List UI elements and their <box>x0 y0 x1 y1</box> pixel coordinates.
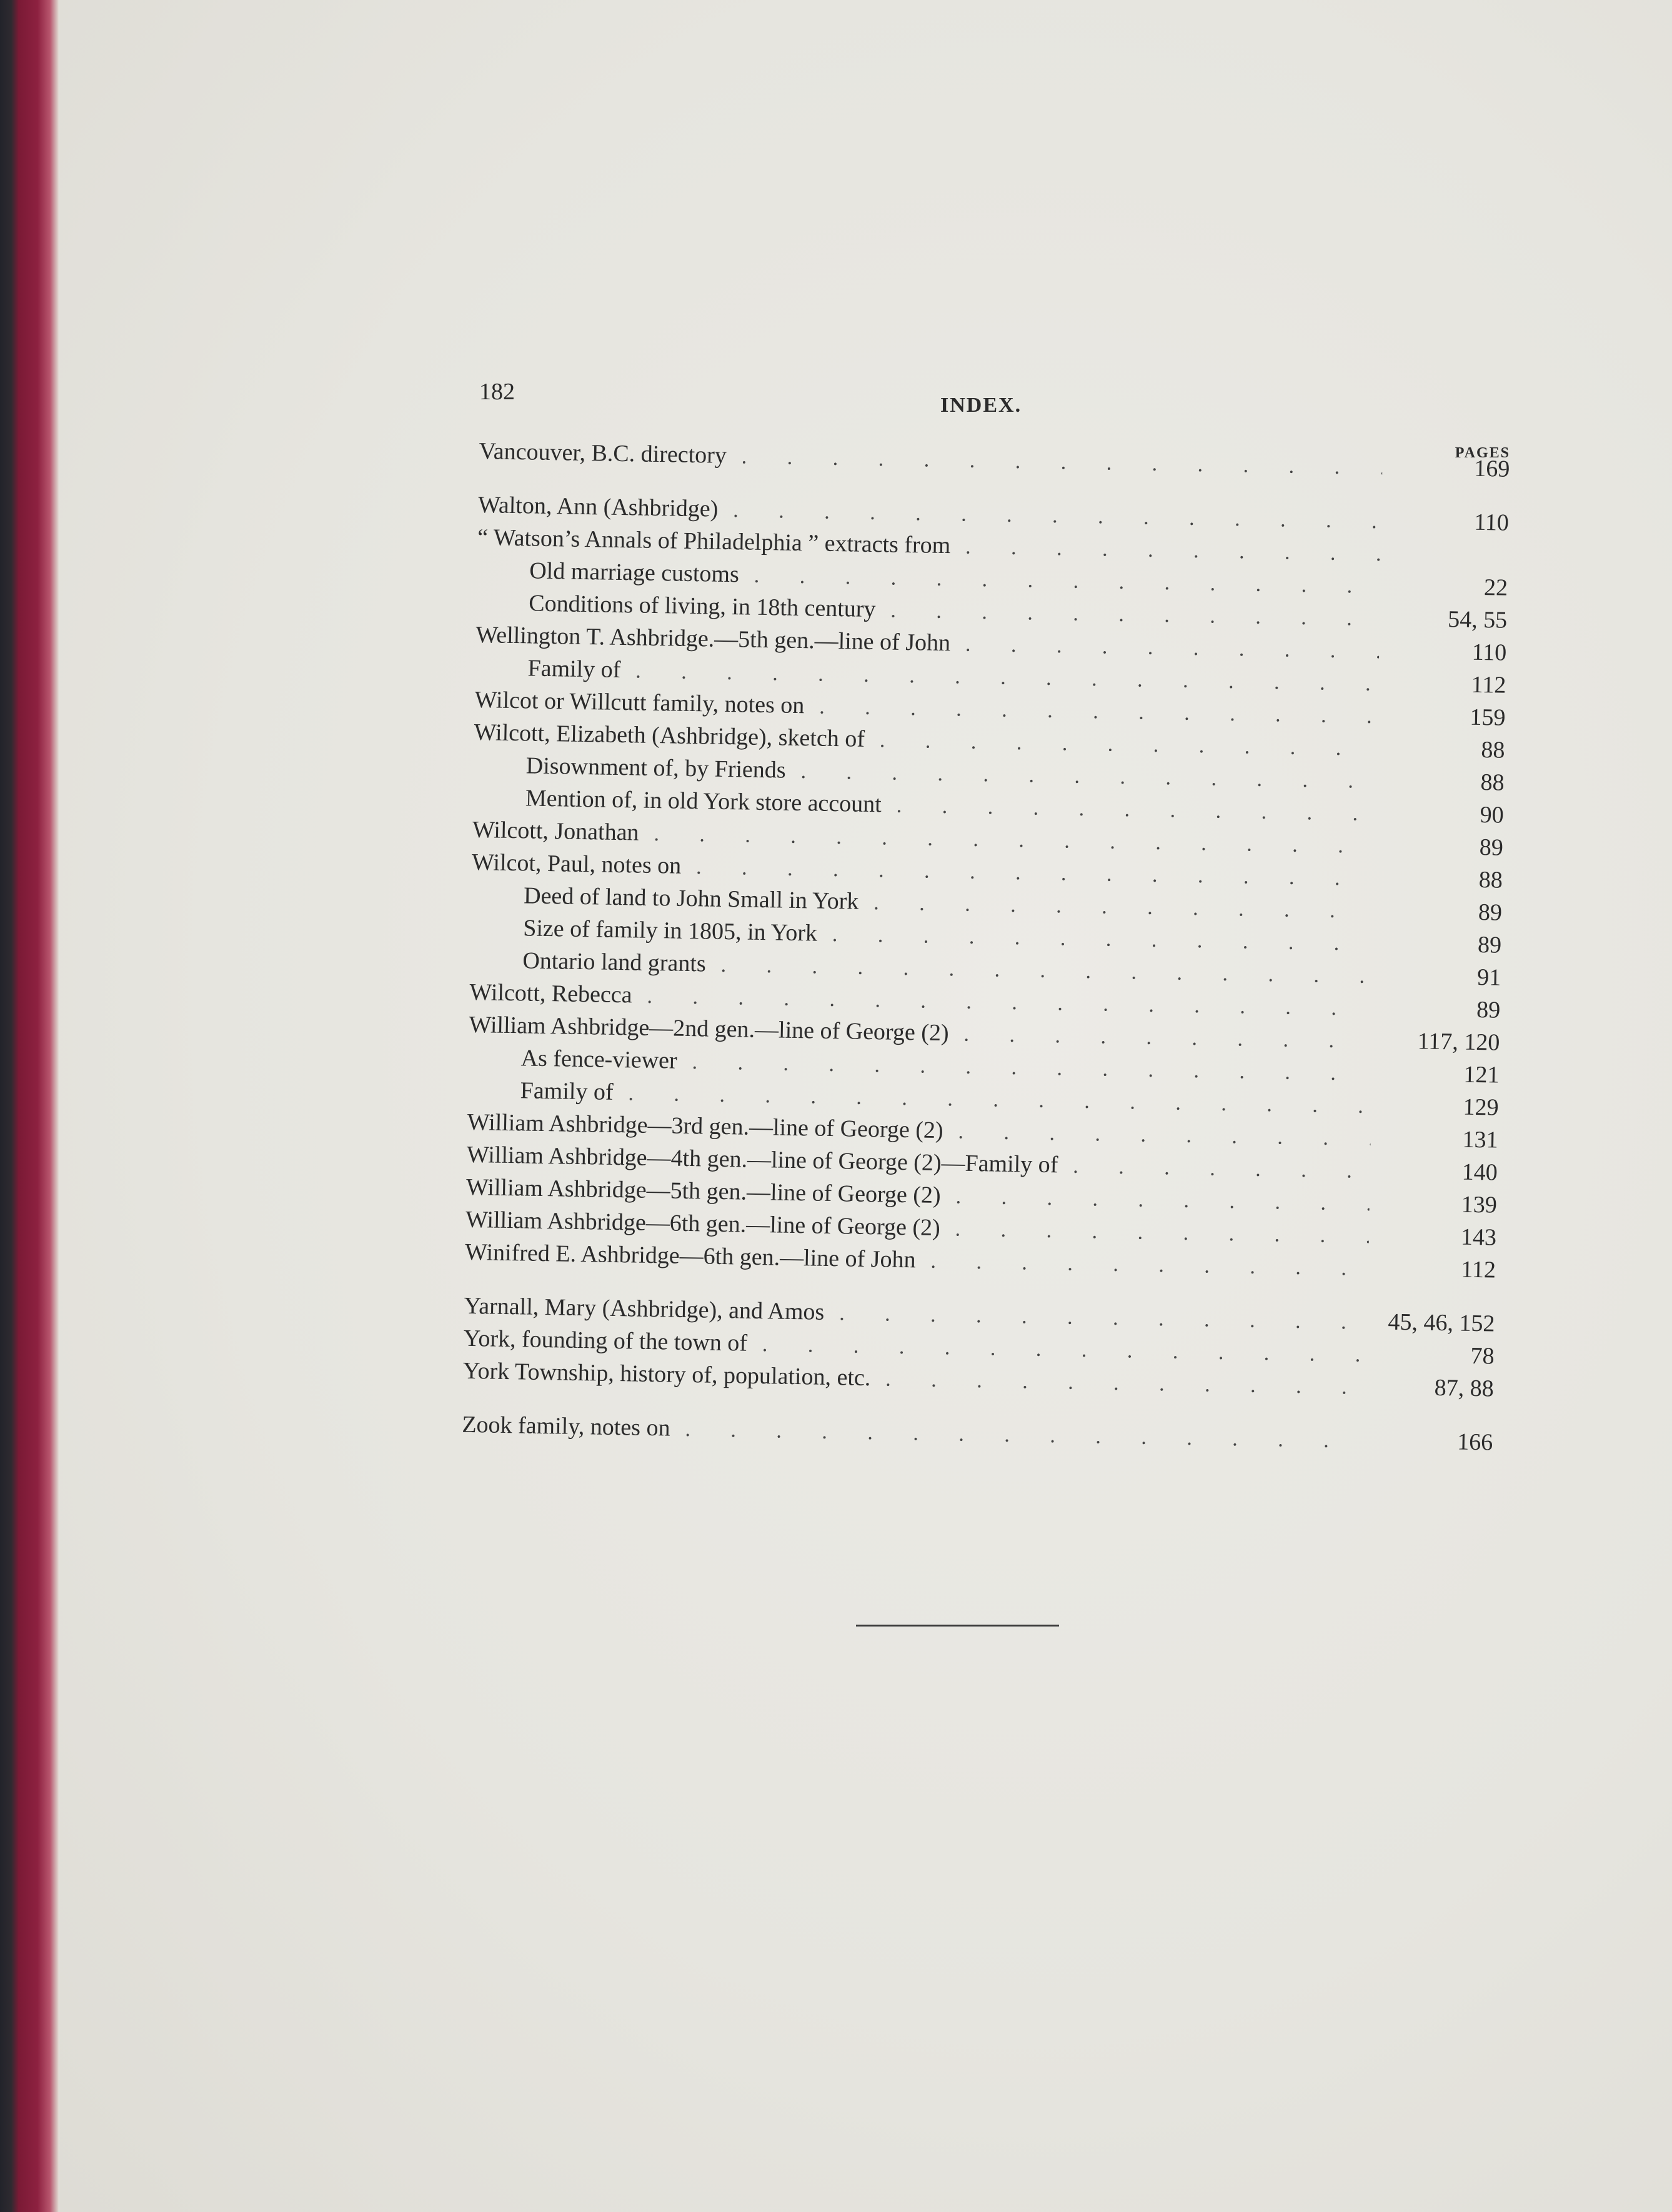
page-number: 182 <box>479 379 515 405</box>
entry-label: Wilcot, Paul, notes on <box>471 849 682 879</box>
entry-pages: 45, 46, 152 <box>1388 1308 1495 1337</box>
entry-label: Wilcott, Rebecca <box>469 979 632 1009</box>
dot-leader <box>963 1023 1372 1054</box>
dot-leader <box>800 760 1377 794</box>
dot-leader <box>873 891 1375 924</box>
entry-pages: 110 <box>1471 639 1507 666</box>
entry-label: “ Watson’s Annals of Philadelphia ” extracts from <box>477 524 951 559</box>
entry-label: Wilcott, Elizabeth (Ashbridge), sketch of <box>474 719 865 752</box>
entry-label: Mention of, in old York store account <box>525 785 882 818</box>
entry-pages: 88 <box>1481 737 1505 764</box>
entry-label: William Ashbridge—5th gen.—line of George (2) <box>465 1173 942 1209</box>
dot-leader <box>685 1418 1365 1453</box>
entry-label: William Ashbridge—2nd gen.—line of George (2) <box>469 1011 950 1047</box>
entry-pages: 140 <box>1461 1158 1498 1186</box>
pages-column-label: PAGES <box>1455 445 1510 461</box>
closing-rule <box>856 1625 1059 1627</box>
entry-pages: 89 <box>1477 932 1502 959</box>
entry-pages: 90 <box>1480 802 1505 829</box>
entry-label: Winifred E. Ashbridge—6th gen.—line of John <box>464 1238 916 1273</box>
book-binding <box>0 0 59 2212</box>
book-page <box>59 0 1672 2212</box>
dot-leader <box>839 1302 1368 1335</box>
entry-pages: 159 <box>1470 704 1506 731</box>
entry-label: York, founding of the town of <box>463 1325 748 1357</box>
entry-label: Deed of land to John Small in York <box>523 882 859 915</box>
entry-label: Wellington T. Ashbridge.—5th gen.—line of John <box>475 621 951 657</box>
entry-pages: 131 <box>1462 1126 1498 1153</box>
entry-label: As fence-viewer <box>520 1045 678 1074</box>
entry-label: Zook family, notes on <box>462 1411 670 1442</box>
dot-leader <box>890 599 1380 632</box>
entry-label: Ontario land grants <box>522 947 707 977</box>
entry-label: Conditions of living, in 18th century <box>529 590 876 623</box>
entry-label: Yarnall, Mary (Ashbridge), and Amos <box>464 1292 825 1325</box>
entry-pages: 87, 88 <box>1434 1374 1495 1402</box>
entry-pages: 89 <box>1478 899 1503 926</box>
entry-pages: 54, 55 <box>1447 606 1508 634</box>
dot-leader <box>896 794 1376 826</box>
dot-leader <box>955 1217 1369 1248</box>
entry-pages: 139 <box>1461 1191 1498 1218</box>
dot-leader <box>955 1185 1370 1216</box>
entry-pages: 129 <box>1463 1094 1499 1121</box>
index-entry <box>462 1411 1493 1462</box>
entry-label: Wilcot or Willcutt family, notes on <box>474 686 805 719</box>
entry-pages: 117, 120 <box>1417 1028 1500 1056</box>
dot-leader <box>965 633 1380 664</box>
entry-pages: 88 <box>1478 867 1503 894</box>
entry-pages: 91 <box>1476 964 1501 991</box>
running-head: INDEX. <box>940 394 1022 417</box>
entry-label: Size of family in 1805, in York <box>522 915 818 947</box>
entry-pages: 169 <box>1474 455 1510 482</box>
entry-label: Disownment of, by Friends <box>525 752 787 784</box>
dot-leader <box>832 923 1375 956</box>
entry-pages: 89 <box>1479 834 1504 861</box>
entry-label: York Township, history of, population, etc. <box>462 1357 871 1392</box>
entry-label: William Ashbridge—6th gen.—line of George (2) <box>465 1206 941 1242</box>
dot-leader <box>1073 1155 1370 1183</box>
index-list <box>462 437 1510 1462</box>
entry-pages: 88 <box>1480 769 1505 796</box>
dot-leader <box>965 536 1381 567</box>
entry-label: William Ashbridge—3rd gen.—line of George (2) <box>467 1108 943 1144</box>
dot-leader <box>930 1250 1368 1281</box>
entry-pages: 143 <box>1460 1223 1497 1251</box>
entry-pages: 78 <box>1470 1342 1495 1370</box>
dot-leader <box>880 729 1378 761</box>
dot-leader <box>819 695 1378 729</box>
entry-pages: 112 <box>1471 671 1506 699</box>
entry-label: Vancouver, B.C. directory <box>479 437 727 469</box>
entry-label: William Ashbridge—4th gen.—line of George (2)—Family of <box>466 1141 1058 1178</box>
entry-pages: 110 <box>1473 509 1510 536</box>
dot-leader <box>733 499 1381 534</box>
entry-pages: 112 <box>1461 1256 1496 1283</box>
entry-pages: 22 <box>1483 574 1508 601</box>
entry-label: Old marriage customs <box>529 557 740 588</box>
entry-label: Family of <box>520 1077 614 1105</box>
entry-label: Family of <box>527 655 621 684</box>
entry-pages: 166 <box>1456 1428 1493 1456</box>
dot-leader <box>885 1368 1366 1400</box>
entry-label: Wilcott, Jonathan <box>472 816 639 846</box>
entry-pages: 121 <box>1463 1061 1500 1089</box>
index-entry <box>479 437 1510 488</box>
dot-leader <box>741 445 1382 480</box>
entry-pages <box>1396 561 1508 563</box>
entry-pages: 89 <box>1476 997 1501 1024</box>
dot-leader <box>958 1120 1371 1152</box>
entry-label: Walton, Ann (Ashbridge) <box>477 491 719 522</box>
